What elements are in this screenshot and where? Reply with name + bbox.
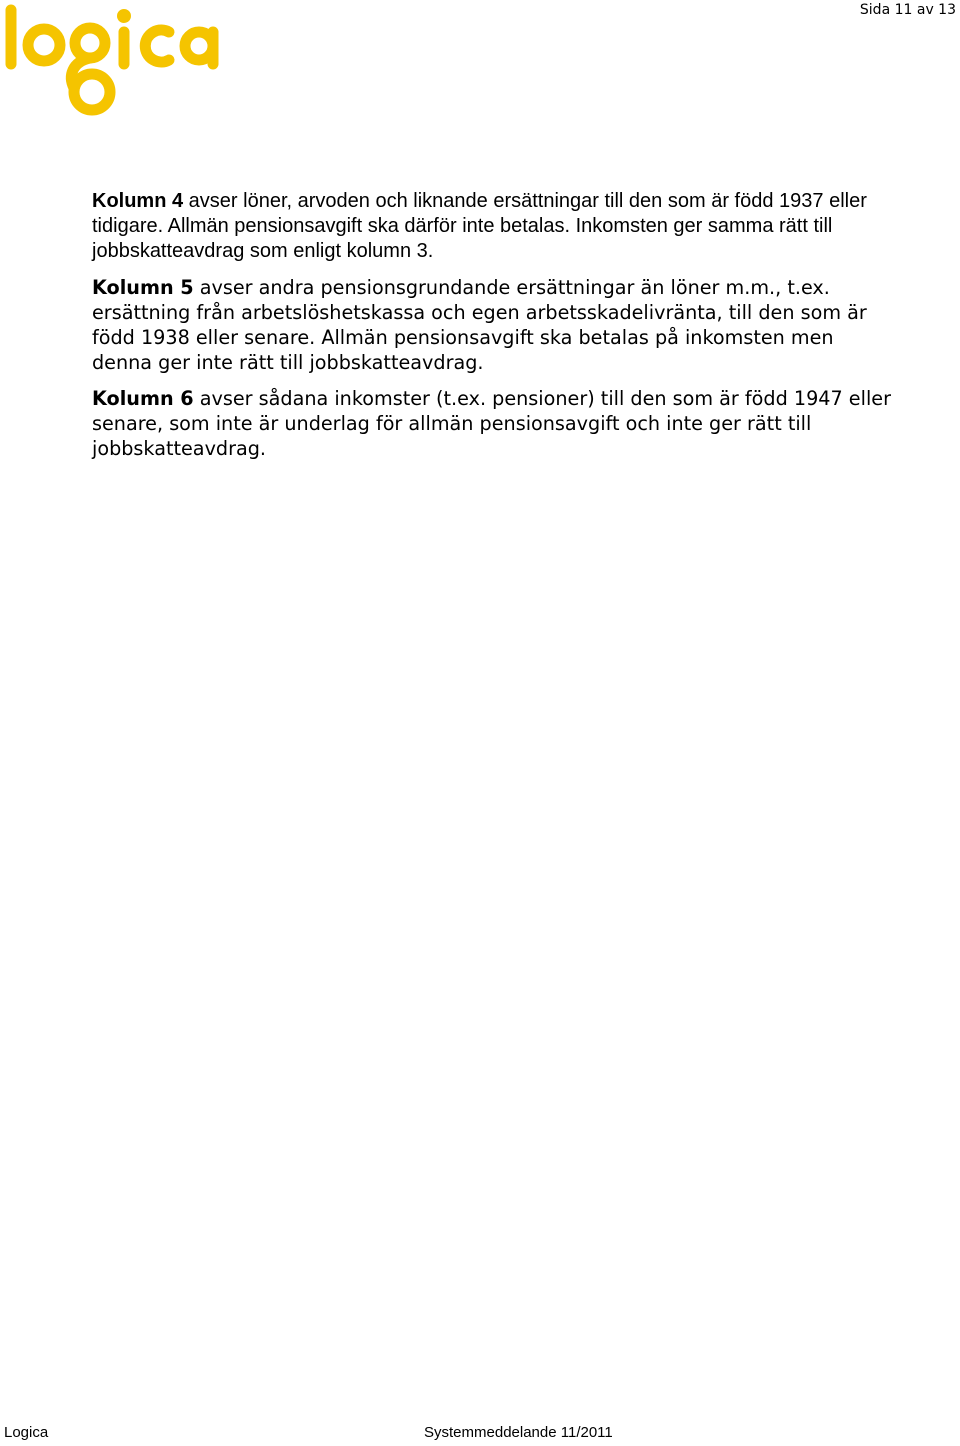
paragraph-kolumn-4: [92, 189, 892, 264]
paragraph-text: avser sådana inkomster (t.ex. pensioner) till den som är född 1947 eller senare, som inte är underlag för allmän pensionsavgift och inte ger rätt till jobbskatteavdrag.: [92, 387, 891, 460]
document-body: [92, 189, 892, 472]
paragraph-label: Kolumn 5: [92, 276, 194, 299]
paragraph-text: avser löner, arvoden och liknande ersättningar till den som är född 1937 eller tidigare. Allmän pensionsavgift ska därför inte betalas. Inkomsten ger samma rätt till jobbskatteavdrag som enligt kolumn 3.: [92, 190, 867, 262]
logica-logo: [2, 2, 222, 120]
footer-company: Logica: [4, 1424, 49, 1441]
paragraph-kolumn-5: [92, 275, 892, 375]
paragraph-label: Kolumn 4: [92, 190, 184, 212]
paragraph-label: Kolumn 6: [92, 387, 194, 410]
page-number: Sida 11 av 13: [859, 2, 956, 18]
footer-document-title: Systemmeddelande 11/2011: [424, 1424, 613, 1441]
paragraph-text: avser andra pensionsgrundande ersättningar än löner m.m., t.ex. ersättning från arbetslöshetskassa och egen arbetsskadelivränta, till den som är född 1938 eller senare. Allmän pensionsavgift ska betalas på inkomsten men denna ger inte rätt till jobbskatteavdrag.: [92, 276, 867, 374]
paragraph-kolumn-6: [92, 386, 892, 461]
